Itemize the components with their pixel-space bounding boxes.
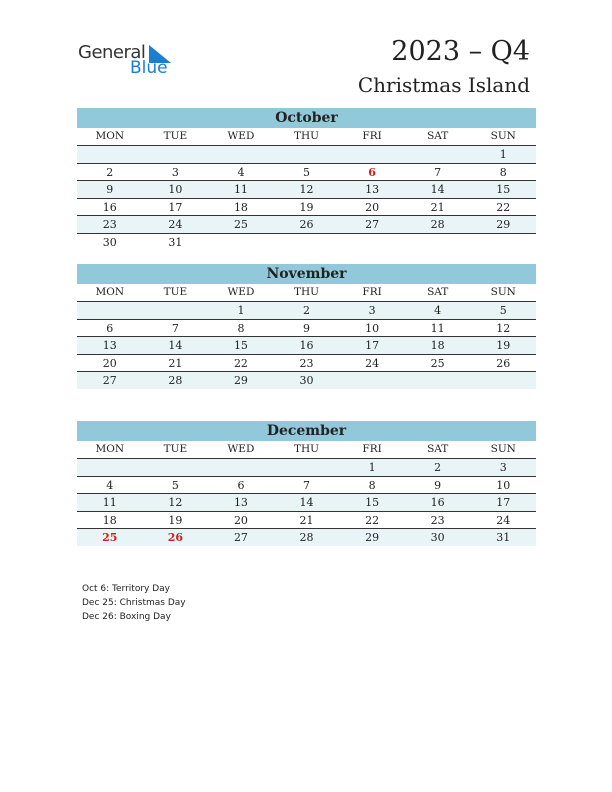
week-row [77, 372, 536, 389]
day-cell: 18 [430, 339, 445, 352]
empty-day-cell [208, 146, 274, 163]
day-cell: 28 [168, 374, 183, 387]
weekday-label: FRI [362, 443, 382, 455]
empty-day-cell [405, 234, 471, 251]
weekday-label: SUN [490, 130, 516, 142]
weekday-label: TUE [163, 130, 188, 142]
day-cell: 9 [303, 321, 311, 335]
day-cell: 5 [303, 165, 311, 179]
weekday-label: SUN [490, 443, 516, 455]
page-subtitle: Christmas Island [357, 73, 530, 97]
weekday-label: THU [294, 443, 320, 455]
weekday-label: MON [95, 443, 125, 455]
day-cell: 16 [102, 200, 117, 214]
weekday-label: SAT [427, 286, 449, 298]
day-cell: 26 [299, 218, 314, 231]
day-cell: 10 [168, 183, 183, 196]
day-cell: 14 [168, 339, 183, 352]
week-row [77, 146, 536, 164]
day-cell: 2 [303, 304, 311, 317]
weekday-label: WED [227, 443, 255, 455]
weekday-label: WED [227, 286, 255, 298]
day-cell: 21 [168, 356, 183, 370]
day-cell: 15 [365, 496, 380, 509]
day-cell: 16 [430, 496, 445, 509]
day-cell: 26 [496, 356, 511, 370]
day-cell: 25 [233, 218, 248, 231]
empty-day-cell [208, 459, 274, 476]
day-cell: 20 [233, 513, 248, 527]
day-cell: 13 [365, 183, 380, 196]
day-cell: 15 [496, 183, 511, 196]
day-cell: 2 [106, 165, 114, 179]
day-cell: 30 [102, 235, 117, 249]
weekday-label: TUE [163, 286, 188, 298]
month-header: December [77, 421, 536, 441]
day-cell: 17 [365, 339, 380, 352]
day-cell: 22 [496, 200, 511, 214]
week-row [77, 529, 536, 546]
day-cell: 19 [299, 200, 314, 214]
day-cell: 7 [303, 478, 311, 492]
weekday-label: SAT [427, 443, 449, 455]
day-cell: 21 [299, 513, 314, 527]
day-cell: 11 [233, 183, 248, 196]
empty-day-cell [470, 234, 536, 251]
month-calendar-october [77, 108, 536, 250]
day-cell: 23 [430, 513, 445, 527]
weekday-header-row [77, 284, 536, 302]
weekday-header-row [77, 441, 536, 459]
day-cell: 16 [299, 339, 314, 352]
page-title: 2023 – Q4 [391, 36, 530, 67]
day-cell: 20 [102, 356, 117, 370]
day-cell: 5 [171, 478, 179, 492]
day-cell: 1 [237, 304, 245, 317]
empty-day-cell [339, 372, 405, 389]
weekday-label: THU [294, 130, 320, 142]
day-cell: 8 [237, 321, 245, 335]
empty-day-cell [143, 146, 209, 163]
day-cell: 9 [106, 183, 114, 196]
day-cell: 13 [102, 339, 117, 352]
empty-day-cell [274, 234, 340, 251]
day-cell: 31 [496, 531, 511, 544]
day-cell: 14 [299, 496, 314, 509]
day-cell: 24 [496, 513, 511, 527]
month-header: October [77, 108, 536, 128]
day-cell: 19 [168, 513, 183, 527]
day-cell: 18 [102, 513, 117, 527]
day-cell: 3 [499, 461, 507, 474]
empty-day-cell [208, 234, 274, 251]
empty-day-cell [274, 459, 340, 476]
empty-day-cell [274, 146, 340, 163]
day-cell: 29 [496, 218, 511, 231]
day-cell: 22 [365, 513, 380, 527]
weekday-header-row [77, 128, 536, 146]
week-row [77, 216, 536, 234]
holiday-note: Dec 25: Christmas Day [82, 598, 186, 608]
day-cell: 8 [368, 478, 376, 492]
day-cell: 30 [299, 374, 314, 387]
month-calendar-december [77, 421, 536, 546]
holiday-note: Dec 26: Boxing Day [82, 612, 171, 622]
day-cell: 17 [496, 496, 511, 509]
weekday-label: FRI [362, 130, 382, 142]
day-cell: 27 [102, 374, 117, 387]
weekday-label: MON [95, 130, 125, 142]
day-cell: 22 [233, 356, 248, 370]
week-row [77, 199, 536, 217]
day-cell: 9 [434, 478, 442, 492]
day-cell: 12 [168, 496, 183, 509]
week-row [77, 320, 536, 338]
week-row [77, 234, 536, 251]
day-cell: 12 [496, 321, 511, 335]
empty-day-cell [339, 146, 405, 163]
day-cell: 1 [499, 148, 507, 161]
day-cell: 7 [434, 165, 442, 179]
day-cell: 23 [102, 218, 117, 231]
day-cell: 6 [106, 321, 114, 335]
day-cell: 21 [430, 200, 445, 214]
brand-word-blue: Blue [130, 58, 168, 78]
day-cell: 2 [434, 461, 442, 474]
day-cell: 11 [102, 496, 117, 509]
day-cell: 8 [499, 165, 507, 179]
holiday-notes [82, 582, 186, 624]
empty-day-cell [405, 372, 471, 389]
month-header: November [77, 264, 536, 284]
empty-day-cell [405, 146, 471, 163]
empty-day-cell [143, 302, 209, 319]
brand-word-general: General [78, 42, 146, 63]
day-cell: 31 [168, 235, 183, 249]
week-row [77, 302, 536, 320]
day-cell: 1 [368, 461, 376, 474]
empty-day-cell [339, 234, 405, 251]
day-cell: 27 [365, 218, 380, 231]
week-row [77, 164, 536, 182]
day-cell: 15 [233, 339, 248, 352]
weekday-label: FRI [362, 286, 382, 298]
day-cell: 18 [233, 200, 248, 214]
weekday-label: THU [294, 286, 320, 298]
empty-day-cell [143, 459, 209, 476]
day-cell: 25 [102, 531, 118, 544]
day-cell: 4 [106, 478, 114, 492]
day-cell: 24 [168, 218, 183, 231]
day-cell: 12 [299, 183, 314, 196]
day-cell: 29 [233, 374, 248, 387]
brand-logo [78, 42, 188, 82]
day-cell: 10 [365, 321, 380, 335]
day-cell: 27 [233, 531, 248, 544]
week-row [77, 337, 536, 355]
day-cell: 28 [430, 218, 445, 231]
day-cell: 26 [167, 531, 184, 544]
day-cell: 4 [237, 165, 245, 179]
day-cell: 6 [368, 165, 376, 179]
day-cell: 13 [233, 496, 248, 509]
day-cell: 5 [499, 304, 507, 317]
weekday-label: TUE [163, 443, 188, 455]
weekday-label: MON [95, 286, 125, 298]
day-cell: 24 [365, 356, 380, 370]
week-row [77, 494, 536, 512]
empty-day-cell [77, 302, 143, 319]
day-cell: 7 [171, 321, 179, 335]
day-cell: 17 [168, 200, 183, 214]
holiday-note: Oct 6: Territory Day [82, 584, 170, 594]
day-cell: 19 [496, 339, 511, 352]
month-calendar-november [77, 264, 536, 389]
weekday-label: SAT [427, 130, 449, 142]
day-cell: 28 [299, 531, 314, 544]
day-cell: 20 [365, 200, 380, 214]
day-cell: 29 [365, 531, 380, 544]
week-row [77, 512, 536, 530]
weekday-label: SUN [490, 286, 516, 298]
weekday-label: WED [227, 130, 255, 142]
week-row [77, 181, 536, 199]
day-cell: 3 [368, 304, 376, 317]
empty-day-cell [77, 459, 143, 476]
empty-day-cell [470, 372, 536, 389]
day-cell: 3 [171, 165, 179, 179]
day-cell: 23 [299, 356, 314, 370]
empty-day-cell [77, 146, 143, 163]
day-cell: 6 [237, 478, 245, 492]
week-row [77, 477, 536, 495]
day-cell: 11 [430, 321, 445, 335]
day-cell: 10 [496, 478, 511, 492]
week-row [77, 355, 536, 373]
day-cell: 30 [430, 531, 445, 544]
day-cell: 25 [430, 356, 445, 370]
day-cell: 14 [430, 183, 445, 196]
day-cell: 4 [434, 304, 442, 317]
week-row [77, 459, 536, 477]
